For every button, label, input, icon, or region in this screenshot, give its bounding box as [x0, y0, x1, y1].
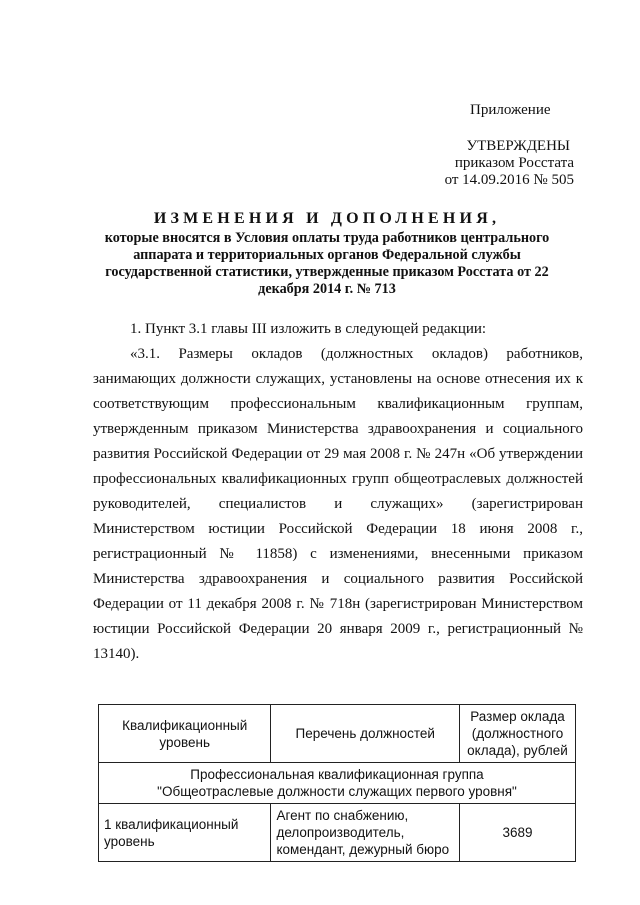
table-group-row: [99, 763, 576, 804]
header-level: Квалификационный уровень: [99, 705, 271, 763]
document-heading: [80, 208, 574, 298]
document-body: [93, 317, 583, 667]
table-row: [99, 804, 576, 862]
quoted-paragraph-3-1: «3.1. Размеры окладов (должностных окладов) работников, занимающих должности служащих, установлены на основе отнесения их к соответствующим профессиональным квалификационным группам, утвержденным приказом Министерства здравоохранения и социального развития Российской Федерации от 29 мая 2008 г. № 247н «Об утверждении профессиональных квалификационных групп общеотраслевых должностей руководителей, специалистов и служащих» (зарегистрирован Министерством юстиции Российской Федерации 18 июня 2008 г., регистрационный № 11858) с изменениями, внесенными приказом Министерства здравоохранения и социального развития Российской Федерации от 11 декабря 2008 г. № 718н (зарегистрирован Министерством юстиции Российской Федерации 20 января 2009 г., регистрационный № 13140).: [93, 346, 583, 662]
group-name: "Общеотраслевые должности служащих первого уровня": [157, 784, 517, 799]
approval-date-line: от 14.09.2016 № 505: [444, 172, 574, 188]
salary-table: [98, 704, 576, 862]
item-1-paragraph: 1. Пункт 3.1 главы III изложить в следующей редакции:: [130, 321, 487, 337]
heading-subtitle: которые вносятся в Условия оплаты труда работников центрального аппарата и территориальных органов Федеральной службы государственной статистики, утвержденные приказом Росстата от 22 декабря 2014 г. № 713: [104, 230, 550, 297]
header-salary: Размер оклада (должностного оклада), рублей: [460, 705, 576, 763]
cell-positions: Агент по снабжению, делопроизводитель, комендант, дежурный бюро: [271, 804, 460, 862]
approval-block: [354, 138, 574, 189]
heading-title: ИЗМЕНЕНИЯ И ДОПОЛНЕНИЯ,: [153, 210, 501, 227]
cell-salary: 3689: [460, 804, 576, 862]
group-cell: [99, 763, 576, 804]
appendix-label: Приложение: [470, 102, 551, 118]
table-header-row: [99, 705, 576, 763]
approval-title: УТВЕРЖДЕНЫ: [466, 138, 570, 154]
cell-level: 1 квалификационный уровень: [99, 804, 271, 862]
group-title: Профессиональная квалификационная группа: [190, 767, 484, 782]
header-positions: Перечень должностей: [271, 705, 460, 763]
approval-order-line: приказом Росстата: [454, 155, 574, 171]
